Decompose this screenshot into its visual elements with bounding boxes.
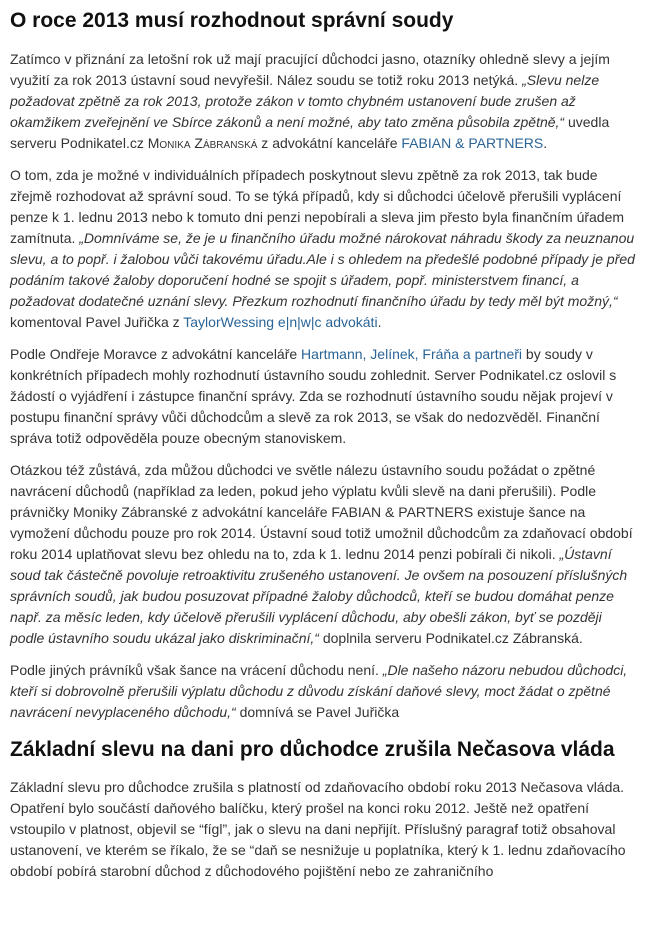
section-heading-2013: O roce 2013 musí rozhodnout správní soudy <box>10 9 454 32</box>
fabian-partners-link[interactable]: FABIAN & PARTNERS <box>401 135 544 151</box>
paragraph-5-text-b: domnívá se Pavel Juřička <box>235 704 400 720</box>
paragraph-4-text-a: Otázkou též zůstává, zda můžou důchodci ve světle nálezu ústavního soudu požádat o zpětné navrácení důchodů (například za leden, pokud jeho výplatu kvůli slevě na dani přerušili). Podle právničky Moniky Zábranské z advokátní kanceláře FABIAN & PARTNERS existuje šance na vymožení důchodu pouze pro rok 2014. Ústavní soud totiž umožnil důchodcům za zdaňovací období roku 2014 uplatňovat slevu bez ohledu na to, zda k 1. lednu 2014 penzi pobírali či nikoli. <box>10 462 633 562</box>
paragraph-2-text-a: O tom, zda je možné v individuálních případech poskytnout slevu zpětně za rok 2013, tak bude zřejmě rozhodovat až správní soud. To se týká případů, kdy si důchodci účelově přerušili vyplácení penze k 1. lednu 2013 nebo k tomuto dni penzi nepobírali a sleva jim přesto byla finančním úřadem zamítnuta. <box>10 167 625 246</box>
paragraph-4 <box>10 460 637 649</box>
paragraph-1-text-d: . <box>543 135 548 151</box>
paragraph-5-quote: „Dle našeho názoru nebudou důchodci, kteří si dobrovolně přerušili výplatu důchodu z důvodu získání daňové slevy, moct žádat o zpětné navrácení nevyplaceného důchodu,“ <box>10 662 628 720</box>
paragraph-1-text-b: uvedla serveru Podnikatel.cz <box>10 114 610 151</box>
paragraph-3-text-b: by soudy v konkrétních případech mohly rozhodnutí ústavního soudu zohlednit. Server Podnikatel.cz oslovil s žádostí o vyjádření i zástupce finanční správy. Zda se rozhodnutí ústavního soudu nějak projeví v postupu finanční správy vůči důchodcům a slevě za rok 2013, se však do nedozvěděl. Finanční správa totiž odpověděla pouze obecným stanoviskem. <box>10 346 617 446</box>
paragraph-6-text: Základní slevu pro důchodce zrušila s platností od zdaňovacího období roku 2013 Nečasova vláda. Opatření bylo součástí daňového balíčku, který prošel na konci roku 2012. Ještě než opatření vstoupilo v platnost, objevil se “fígl”, jak o slevu na dani nepřijít. Příslušný paragraf totiž obsahoval ustanovení, ve kterém se říkalo, že se “daň se nesnižuje u poplatníka, který k 1. lednu zdaňovacího období pobírá starobní důchod z důchodového pojištění nebo ze zahraničního <box>10 779 626 879</box>
paragraph-4-text-b: doplnila serveru Podnikatel.cz Zábranská. <box>318 630 583 646</box>
paragraph-2-text-c: . <box>377 314 382 330</box>
paragraph-6 <box>10 777 637 882</box>
paragraph-5-text-a: Podle jiných právníků však šance na vrácení důchodu není. <box>10 662 383 678</box>
paragraph-3-text-a: Podle Ondřeje Moravce z advokátní kanceláře <box>10 346 302 362</box>
taylorwessing-link[interactable]: TaylorWessing e|n|w|c advokáti <box>183 314 378 330</box>
paragraph-1-text-c: z advokátní kanceláře <box>257 135 402 151</box>
paragraph-2-text-b: komentoval Pavel Juřička z <box>10 314 184 330</box>
hartmann-jelinek-frana-link[interactable]: Hartmann, Jelínek, Fráňa a partneři <box>301 346 523 362</box>
paragraph-1 <box>10 49 637 154</box>
paragraph-2 <box>10 165 637 333</box>
paragraph-1-text-a: Zatímco v přiznání za letošní rok už mají pracující důchodci jasno, otazníky ohledně slevy a jejím využití za rok 2013 ústavní soud nevyřešil. Nález soudu se totiž roku 2013 netýká. <box>10 51 610 88</box>
paragraph-2-quote: „Domníváme se, že je u finančního úřadu možné nárokovat náhradu škody za neuznanou slevu, a to popř. i žalobou vůči takovému úřadu.Ale i s ohledem na předešlé podobné případy je před podáním takové žaloby doporučení hodné se spojit s úřadem, popř. ministerstvem financí, a požadovat dodatečné uznání slevy. Přezkum rozhodnutí finančního úřadu by tedy měl být možný,“ <box>10 230 635 309</box>
paragraph-5 <box>10 660 637 723</box>
paragraph-1-quote: „Slevu nelze požadovat zpětně za rok 2013, protože zákon v tomto chybném ustanovení bude zrušen až okamžikem zveřejnění ve Sbírce zákonů a není možné, aby tato změna působila zpětně,“ <box>10 72 600 130</box>
lawyer-name-zabranska: Monika Zábranská <box>147 135 258 151</box>
section-heading-necas: Základní slevu na dani pro důchodce zrušila Nečasova vláda <box>10 738 615 761</box>
paragraph-4-quote: „Ústavní soud tak částečně povoluje retroaktivitu zrušeného ustanovení. Je ovšem na posouzení příslušných správních soudů, jak budou posuzovat případné žaloby důchodců, kteří se budou domáhat penze např. za měsíc leden, kdy účelově přerušili vyplácení důchodu, aby obešli zákon, byť se později podle ústavního soudu ukázal jako diskriminační,“ <box>10 546 628 646</box>
paragraph-3 <box>10 344 637 449</box>
